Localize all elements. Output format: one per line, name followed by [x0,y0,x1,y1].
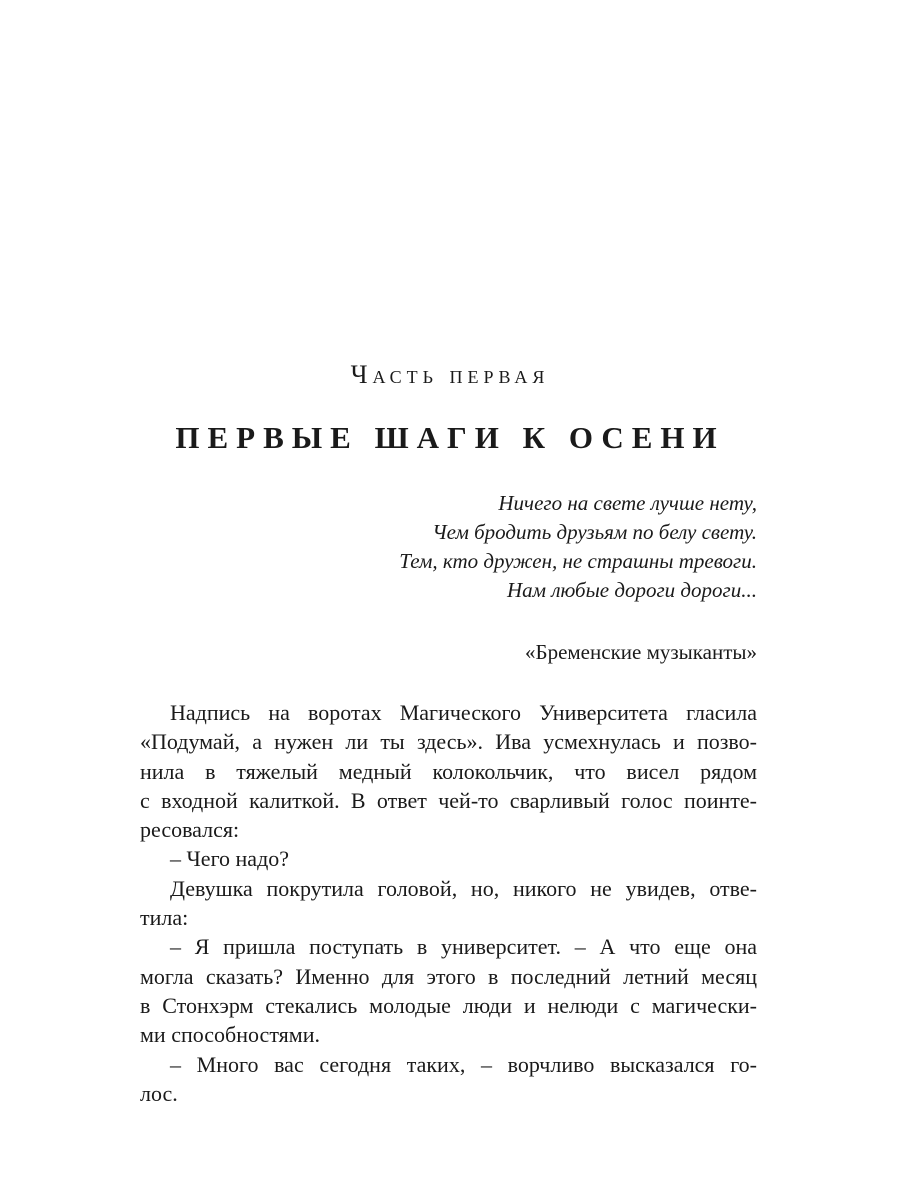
body-line: тила: [140,905,189,931]
chapter-title: ПЕРВЫЕ ШАГИ К ОСЕНИ [175,420,725,455]
body-line: в Стонхэрм стекались молодые люди и нелюди с магически- [140,992,757,1018]
body-line: «Подумай, а нужен ли ты здесь». Ива усмехнулась и позво- [140,729,757,755]
body-line: – Чего надо? [170,846,290,872]
epigraph-source: «Бременские музыканты» [525,640,757,664]
body-line: Надпись на воротах Магического Университета гласила [170,700,757,725]
body-text [140,698,757,1108]
epigraph-line: Тем, кто дружен, не страшны тревоги. [399,549,757,573]
body-line: Девушка покрутила головой, но, никого не увидев, отве- [170,875,757,901]
epigraph-line: Чем бродить друзьям по белу свету. [432,520,757,544]
body-line: ми способностями. [140,1022,320,1048]
body-line: нила в тяжелый медный колокольчик, что висел рядом [140,758,757,784]
body-line: – Я пришла поступать в университет. – А что еще она [170,934,757,960]
body-line: с входной калиткой. В ответ чей-то сварливый голос поинте- [140,787,757,813]
body-line: лос. [140,1080,178,1106]
part-label: Часть первая [350,360,550,389]
body-line: могла сказать? Именно для этого в последний летний месяц [140,963,757,989]
epigraph [399,489,757,605]
epigraph-line: Нам любые дороги дороги... [507,578,757,602]
body-line: – Много вас сегодня таких, – ворчливо высказался го- [170,1051,757,1077]
body-line: ресовался: [140,817,240,843]
epigraph-line: Ничего на свете лучше нету, [498,491,757,515]
